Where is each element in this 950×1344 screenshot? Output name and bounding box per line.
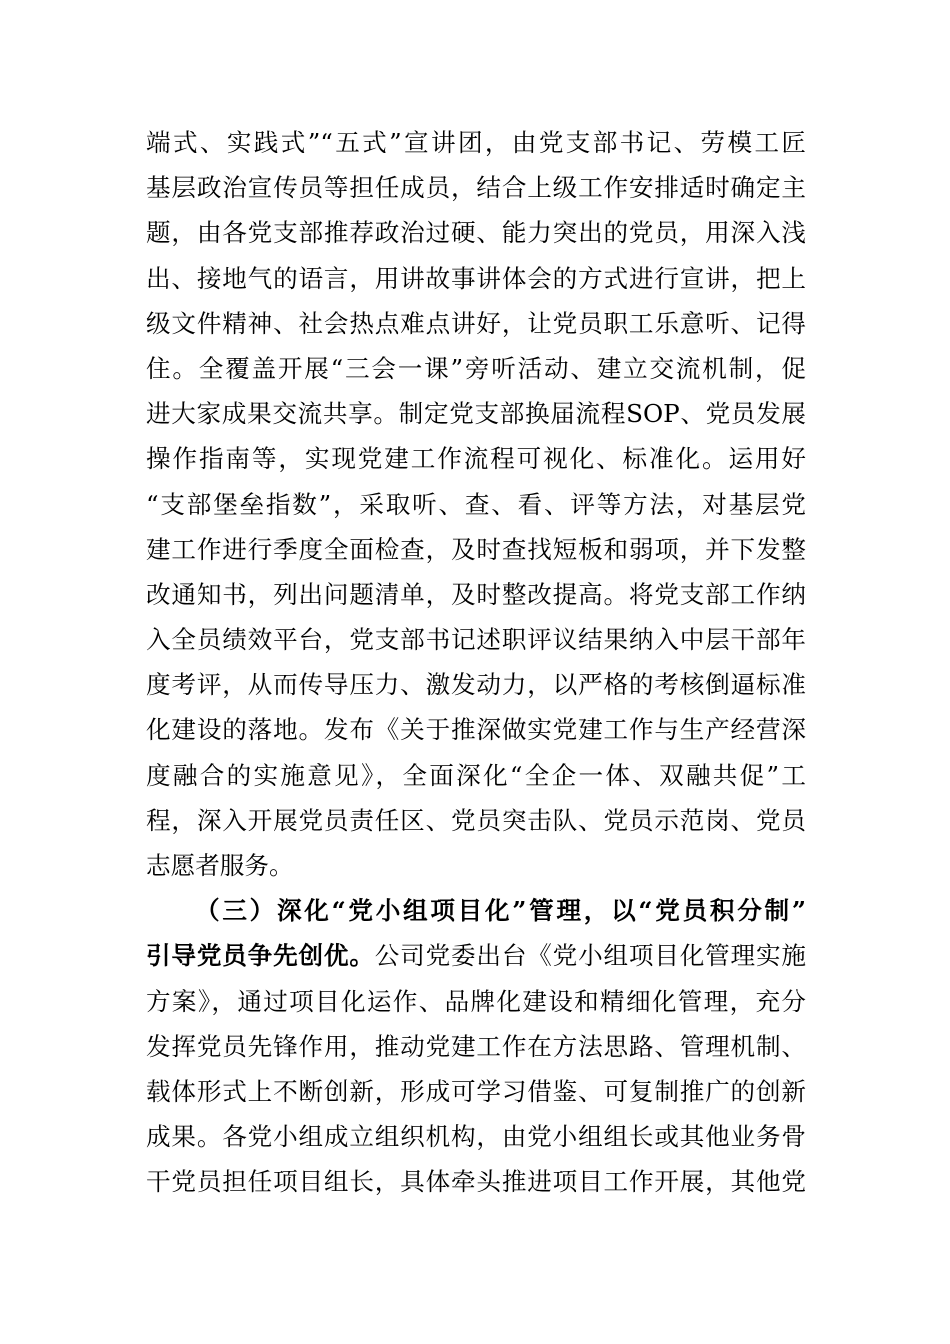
body-line: 干党员担任项目组长，具体牵头推进项目工作开展，其他党 <box>146 1167 806 1197</box>
body-line: 化建设的落地。发布《关于推深做实党建工作与生产经营深 <box>146 715 806 745</box>
body-line: 志愿者服务。 <box>146 851 294 880</box>
body-line: 载体形式上不断创新，形成可学习借鉴、可复制推广的创新 <box>146 1076 806 1106</box>
body-line: 发挥党员先锋作用，推动党建工作在方法思路、管理机制、 <box>146 1031 806 1061</box>
body-line: “支部堡垒指数”，采取听、查、看、评等方法，对基层党 <box>146 489 806 519</box>
body-line: 程，深入开展党员责任区、党员突击队、党员示范岗、党员 <box>146 805 806 835</box>
body-line: 度考评，从而传导压力、激发动力，以严格的考核倒逼标准 <box>146 670 806 700</box>
body-line: 出、接地气的语言，用讲故事讲体会的方式进行宣讲，把上 <box>146 263 806 293</box>
body-line: 端式、实践式”“五式”宣讲团，由党支部书记、劳模工匠 <box>146 128 806 157</box>
body-line: 方案》，通过项目化运作、品牌化建设和精细化管理，充分 <box>146 986 806 1016</box>
body-line: 操作指南等，实现党建工作流程可视化、标准化。运用好 <box>146 444 806 474</box>
document-body <box>146 120 806 1205</box>
body-line: 度融合的实施意见》，全面深化“全企一体、双融共促”工 <box>146 760 806 790</box>
body-line: 建工作进行季度全面检查，及时查找短板和弱项，并下发整 <box>146 534 806 564</box>
body-line: 题，由各党支部推荐政治过硬、能力突出的党员，用深入浅 <box>146 218 806 248</box>
section-heading: （三）深化“党小组项目化”管理，以“党员积分制” <box>195 896 806 926</box>
body-line: 改通知书，列出问题清单，及时整改提高。将党支部工作纳 <box>146 579 806 609</box>
body-line: 基层政治宣传员等担任成员，结合上级工作安排适时确定主 <box>146 173 806 203</box>
body-text: 公司党委出台《党小组项目化管理实施 <box>374 941 806 971</box>
section-heading-continued <box>146 933 806 978</box>
body-line: 入全员绩效平台，党支部书记述职评议结果纳入中层干部年 <box>146 625 806 655</box>
section-heading-end: 引导党员争先创优。 <box>146 941 375 971</box>
body-line: 住。全覆盖开展“三会一课”旁听活动、建立交流机制，促 <box>146 353 806 383</box>
body-line: 级文件精神、社会热点难点讲好，让党员职工乐意听、记得 <box>146 308 806 338</box>
body-line: 成果。各党小组成立组织机构，由党小组组长或其他业务骨 <box>146 1122 806 1152</box>
body-line: 进大家成果交流共享。制定党支部换届流程SOP、党员发展 <box>146 399 806 429</box>
